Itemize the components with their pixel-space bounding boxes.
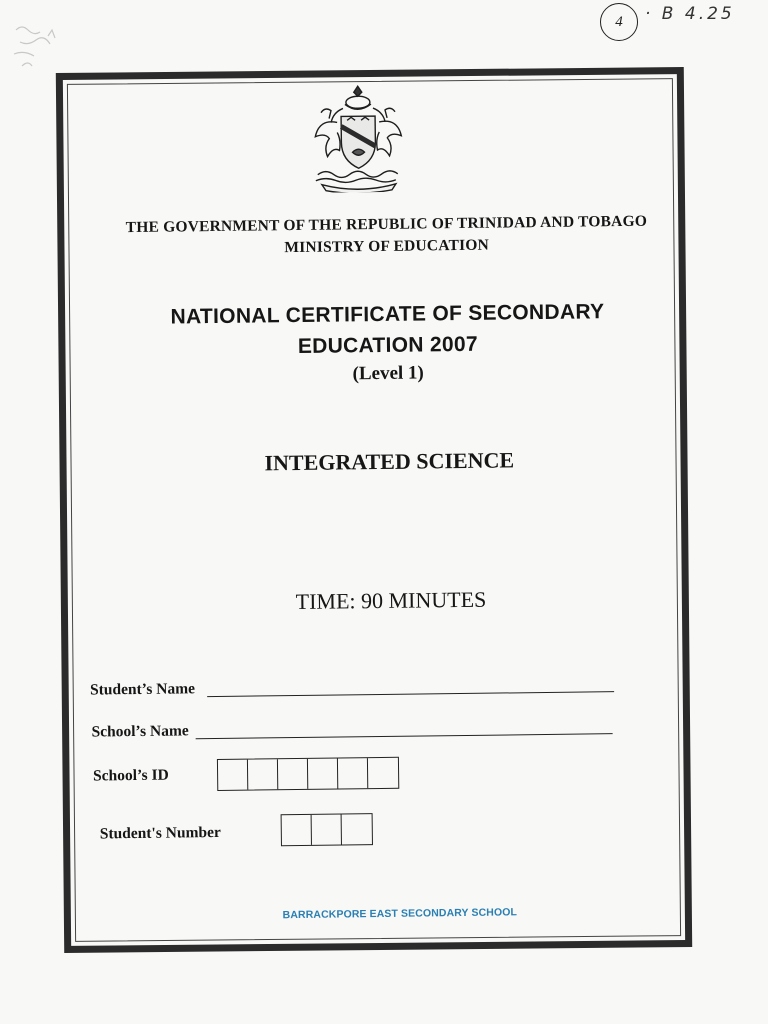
student-name-field[interactable] [207, 691, 614, 697]
circled-mark-text: 4 [615, 13, 623, 30]
school-id-box[interactable] [248, 759, 278, 789]
handwritten-margin-note: · B 4.25 [645, 4, 735, 24]
school-stamp: BARRACKPORE EAST SECONDARY SCHOOL [282, 906, 518, 922]
student-number-box[interactable] [282, 815, 312, 845]
school-id-box[interactable] [308, 759, 338, 789]
subject-title: INTEGRATED SCIENCE [264, 447, 515, 476]
exam-title-line-1: NATIONAL CERTIFICATE OF SECONDARY [170, 300, 605, 329]
student-number-box[interactable] [312, 814, 342, 844]
student-number-label: Student's Number [99, 823, 221, 843]
school-id-box[interactable] [368, 758, 398, 788]
school-id-box[interactable] [218, 760, 248, 790]
student-number-box[interactable] [342, 814, 372, 844]
student-number-boxes[interactable] [281, 813, 373, 846]
student-name-label: Student’s Name [89, 680, 196, 699]
school-name-label: School’s Name [91, 722, 189, 741]
exam-time: TIME: 90 MINUTES [295, 586, 487, 615]
coat-of-arms-icon [307, 82, 410, 193]
exam-title-line-2: EDUCATION 2007 [297, 332, 479, 358]
school-name-field[interactable] [196, 733, 613, 739]
exam-level: (Level 1) [352, 362, 424, 385]
school-id-box[interactable] [278, 759, 308, 789]
ministry-heading: MINISTRY OF EDUCATION [284, 236, 490, 257]
school-id-boxes[interactable] [217, 757, 399, 791]
government-heading: THE GOVERNMENT OF THE REPUBLIC OF TRINIDAD AND TOBAGO [125, 212, 648, 237]
school-id-label: School’s ID [93, 766, 169, 785]
school-id-box[interactable] [338, 758, 368, 788]
